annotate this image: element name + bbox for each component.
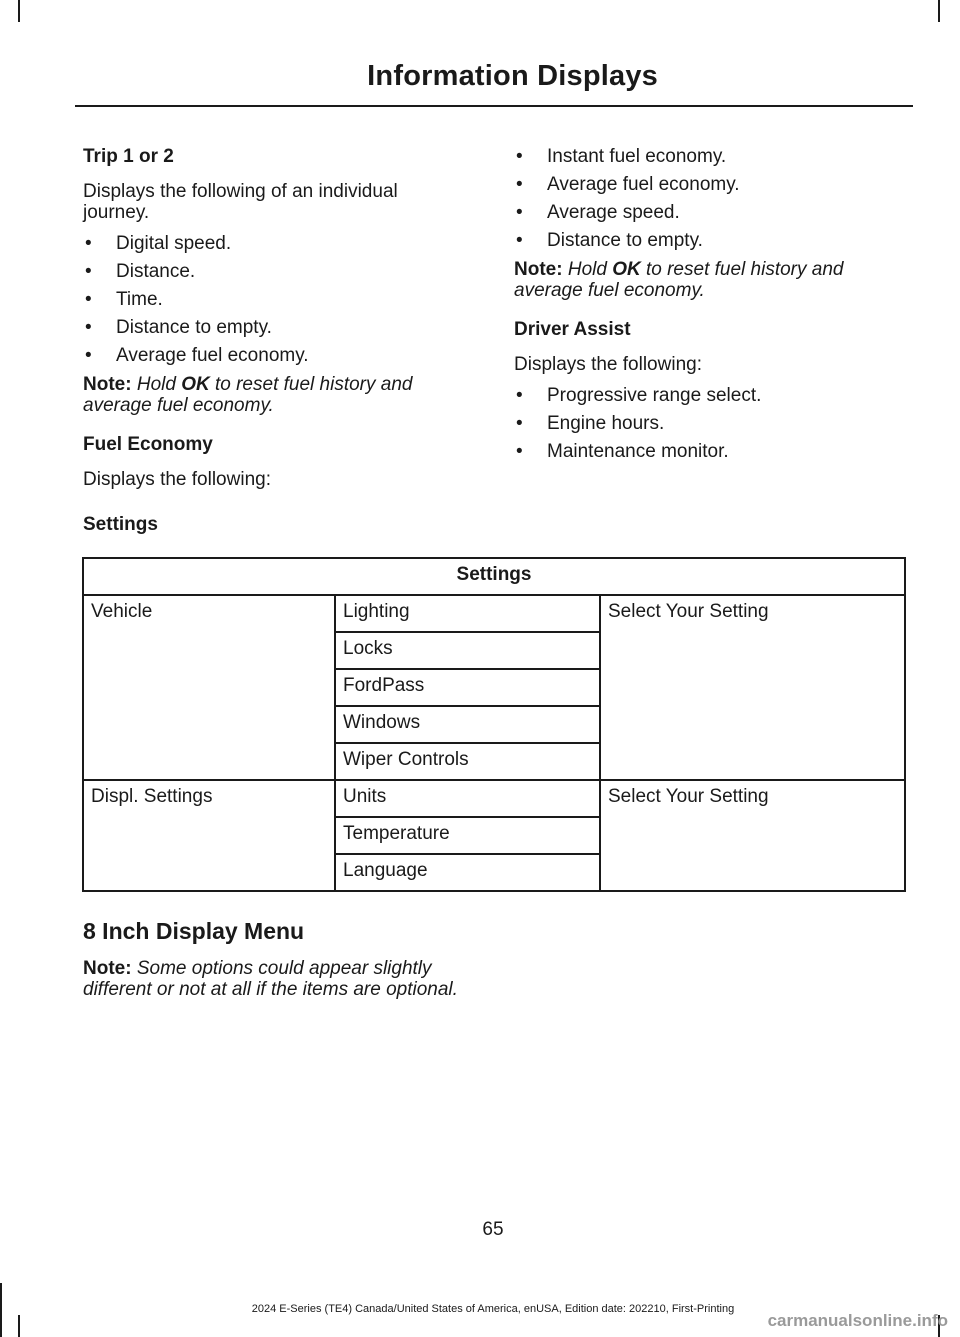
item-cell: Locks	[335, 632, 600, 669]
page-number: 65	[482, 1219, 504, 1240]
trip-heading: Trip 1 or 2	[83, 146, 174, 167]
list-item: • Average fuel economy.	[514, 174, 894, 195]
fuel-economy-list	[514, 146, 894, 251]
trip-list	[83, 233, 463, 366]
list-item: • Time.	[83, 289, 463, 310]
settings-table	[82, 557, 906, 892]
item-cell: Windows	[335, 706, 600, 743]
note-text: Some options could appear slightly different or not at all if the items are optional.	[83, 958, 458, 1000]
action-cell: Select Your Setting	[600, 595, 905, 780]
page-header-title: Information Displays	[367, 60, 658, 92]
driver-assist-heading: Driver Assist	[514, 319, 631, 340]
note-text: Hold	[562, 259, 613, 280]
note-label: Note:	[514, 259, 563, 280]
category-cell: Displ. Settings	[83, 780, 335, 891]
left-column	[83, 146, 463, 500]
table-row	[83, 780, 905, 817]
category-cell: Vehicle	[83, 595, 335, 780]
item-cell: Language	[335, 854, 600, 891]
note-label: Note:	[83, 374, 132, 395]
trip-intro: Displays the following of an individual journey.	[83, 181, 398, 223]
watermark: carmanualsonline.info	[767, 1311, 948, 1330]
item-cell: FordPass	[335, 669, 600, 706]
footer-edition-text: 2024 E-Series (TE4) Canada/United States of America, enUSA, Edition date: 202210, First-Printing	[251, 1303, 735, 1315]
driver-assist-list	[514, 385, 894, 462]
crop-mark-top-left	[18, 0, 20, 22]
right-column	[514, 146, 894, 470]
trip-note	[83, 374, 463, 416]
crop-mark-bottom-left	[18, 1315, 20, 1337]
fuel-economy-intro: Displays the following:	[83, 469, 271, 490]
list-item: • Engine hours.	[514, 413, 894, 434]
crop-mark-top-right	[938, 0, 940, 22]
list-item: • Progressive range select.	[514, 385, 894, 406]
action-cell: Select Your Setting	[600, 780, 905, 891]
item-cell: Wiper Controls	[335, 743, 600, 780]
list-item: • Distance to empty.	[514, 230, 894, 251]
header-divider	[75, 105, 913, 107]
table-caption: Settings	[83, 558, 905, 595]
note-text: to reset fuel history and average fuel economy.	[514, 259, 844, 301]
note-text: to reset fuel history and average fuel economy.	[83, 374, 413, 416]
ok-key: OK	[612, 259, 641, 280]
table-header-row	[83, 558, 905, 595]
note-label: Note:	[83, 958, 132, 979]
driver-assist-intro: Displays the following:	[514, 354, 702, 375]
section-title: 8 Inch Display Menu	[83, 918, 305, 944]
list-item: • Average speed.	[514, 202, 894, 223]
list-item: • Instant fuel economy.	[514, 146, 894, 167]
table-row	[83, 595, 905, 632]
item-cell: Units	[335, 780, 600, 817]
settings-heading: Settings	[83, 514, 158, 535]
list-item: • Average fuel economy.	[83, 345, 463, 366]
list-item: • Distance to empty.	[83, 317, 463, 338]
section-note	[83, 958, 483, 1000]
ok-key: OK	[181, 374, 210, 395]
fuel-note	[514, 259, 894, 301]
item-cell: Lighting	[335, 595, 600, 632]
list-item: • Maintenance monitor.	[514, 441, 894, 462]
list-item: • Distance.	[83, 261, 463, 282]
fuel-economy-heading: Fuel Economy	[83, 434, 213, 455]
list-item: • Digital speed.	[83, 233, 463, 254]
item-cell: Temperature	[335, 817, 600, 854]
note-text: Hold	[131, 374, 182, 395]
